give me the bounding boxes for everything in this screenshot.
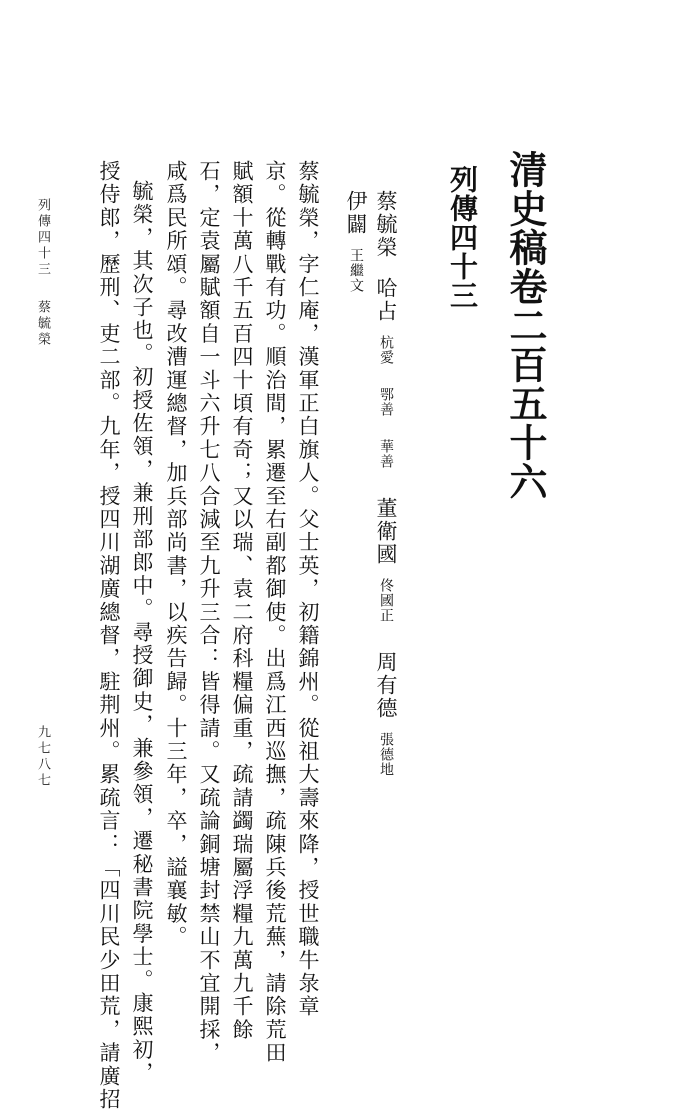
- body-column-6: 毓榮，其次子也。初授佐領，兼刑部郎中。尋授御史，兼參領，遷秘書院學士。康熙初，: [130, 180, 154, 1085]
- footer-chapter: 列傳四十三: [35, 198, 50, 278]
- body-column-5: 咸爲民所頌。尋改漕運總督，加兵部尚書，以疾告歸。十三年，卒，謚襄敏。: [164, 160, 188, 949]
- footer-person: 蔡毓榮: [35, 300, 50, 348]
- biography-name-appended: 鄂善: [378, 387, 394, 417]
- book-title: 清史稿卷二百五十六: [503, 150, 548, 501]
- page-number: 九七八七: [35, 725, 50, 789]
- biography-name-main: 蔡毓榮: [374, 190, 398, 259]
- body-column-1: 蔡毓榮，字仁庵，漢軍正白旗人。父士英，初籍錦州。從祖大壽來降，授世職牛彔章: [296, 160, 320, 1019]
- running-footer: [36, 198, 49, 348]
- biography-names-line-2: [345, 190, 366, 303]
- biography-name-appended: 張德地: [378, 732, 394, 777]
- body-column-2: 京。從轉戰有功。順治間，累遷至右副都御使。出爲江西巡撫，疏陳兵後荒蕪，請除荒田: [263, 160, 287, 1065]
- biography-name-appended: 杭愛: [378, 335, 394, 365]
- section-title: 列傳四十三: [446, 165, 479, 310]
- biography-names-line-1: [375, 190, 396, 787]
- body-column-4: 石，定袁屬賦額自一斗六升七八合減至九升三合：皆得請。又疏論銅塘封禁山不宜開採，: [197, 160, 221, 1065]
- biography-name-main: 董衛國: [374, 497, 398, 566]
- biography-name-appended: 華善: [378, 439, 394, 469]
- biography-name-main: 周有德: [374, 651, 398, 720]
- biography-name-appended: 佟國正: [378, 578, 394, 623]
- biography-name-appended: 王繼文: [348, 248, 364, 293]
- biography-name-main: 哈占: [374, 277, 398, 323]
- biography-name-main: 伊闢: [344, 190, 368, 236]
- body-column-3: 賦額十萬八千五百四十頃有奇；又以瑞、袁二府科糧偏重，疏請蠲瑞屬浮糧九萬九千餘: [230, 160, 254, 1042]
- body-column-7: 授侍郎，歷刑、吏二部。九年，授四川湖廣總督，駐荆州。累疏言：「四川民少田荒，請廣招: [97, 160, 121, 1111]
